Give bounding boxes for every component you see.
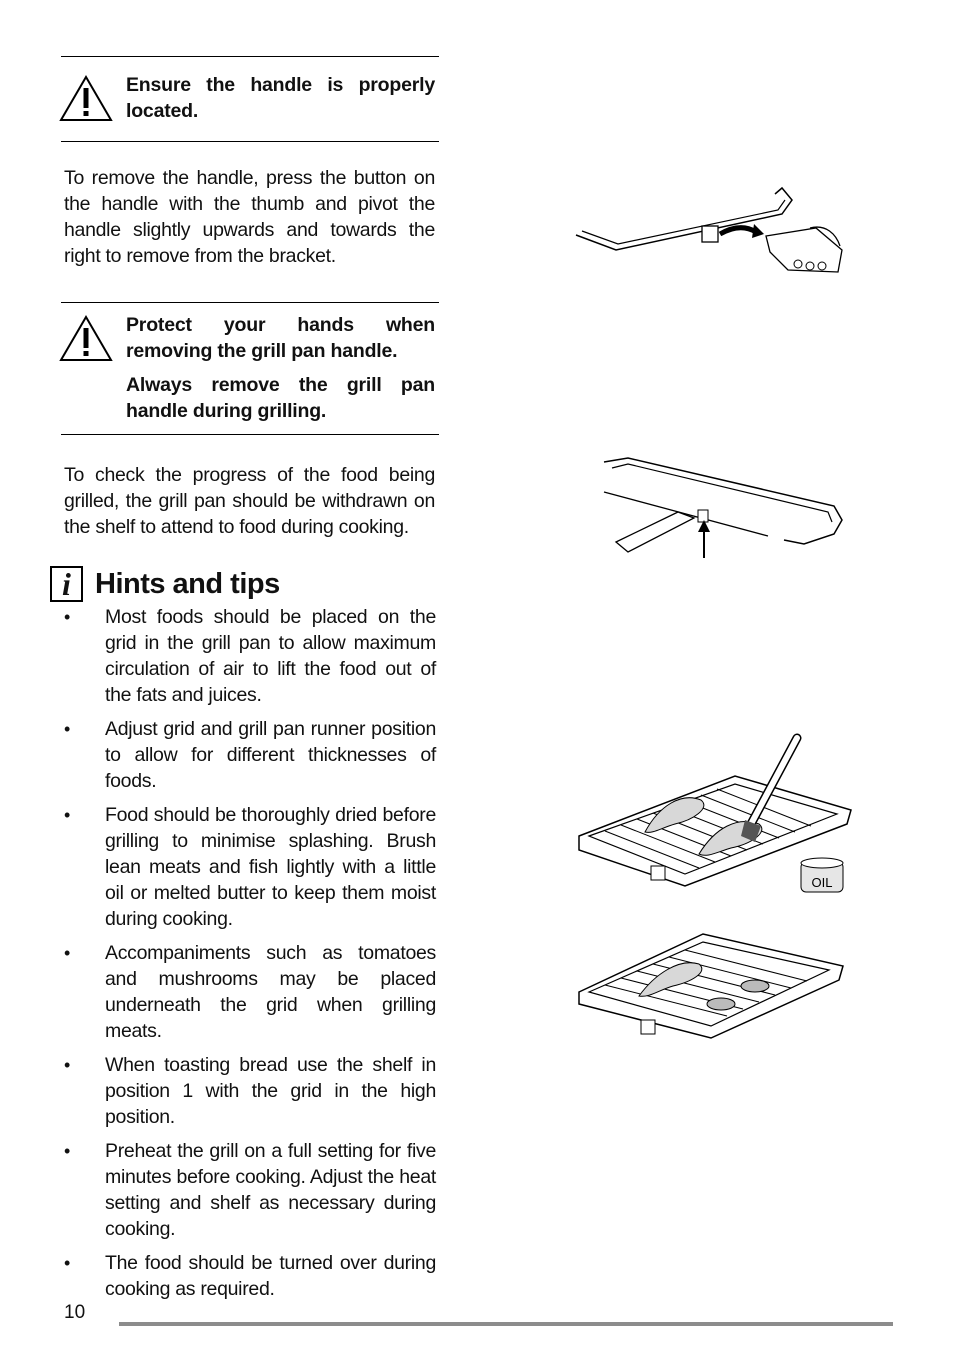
warning-triangle-icon [58,314,114,364]
list-item-text: The food should be turned over during cooking as required. [105,1252,436,1300]
list-item [64,604,436,708]
warning-2-line-2: Always remove the grill pan handle during grilling. [126,374,435,422]
grid-accompaniments-illustration [575,928,855,1043]
grill-pan-withdrawn-illustration [598,450,848,560]
warning-triangle-icon [58,74,114,124]
grid-brushing-illustration [575,728,855,898]
list-item [64,1138,436,1242]
page-number: 10 [64,1302,86,1323]
bullet: • [64,1253,71,1273]
list-item [64,1250,436,1302]
list-item-text: Accompaniments such as tomatoes and mushrooms may be placed underneath the grid when grilling meats. [105,942,436,1042]
list-item-text: Most foods should be placed on the grid in the grill pan to allow maximum circulation of air to lift the food out of the fats and juices. [105,606,436,706]
list-item-text: Adjust grid and grill pan runner position to allow for different thicknesses of foods. [105,718,436,792]
oil-label: OIL [811,875,833,890]
warning-1-text [126,72,435,132]
top-rule-1 [61,56,439,57]
bullet: • [64,1141,71,1161]
warning-1-line: Ensure the handle is properly located. [126,74,435,122]
hints-list [64,604,436,1310]
remove-handle-paragraph [64,165,435,269]
list-item [64,1052,436,1130]
check-progress-paragraph [64,462,435,540]
bullet: • [64,943,71,963]
bullet: • [64,805,71,825]
check-progress-text: To check the progress of the food being grilled, the grill pan should be withdrawn on the shelf to attend to food during cooking. [64,464,435,538]
handle-removal-illustration [570,180,850,280]
bullet: • [64,607,71,627]
warning-2-line-1: Protect your hands when removing the grill pan handle. [126,314,435,362]
info-icon [50,566,83,602]
info-icon-letter: i [62,566,71,602]
top-rule-2 [61,302,439,303]
list-item [64,716,436,794]
bullet: • [64,1055,71,1075]
list-item-text: Food should be thoroughly dried before grilling to minimise splashing. Brush lean meats and fish lightly with a little oil or melted butter to keep them moist during cooking. [105,804,436,930]
list-item-text: When toasting bread use the shelf in position 1 with the grid in the high position. [105,1054,436,1128]
list-item [64,802,436,932]
warning-2-text [126,312,435,432]
list-item-text: Preheat the grill on a full setting for five minutes before cooking. Adjust the heat setting and shelf as necessary during cooking. [105,1140,436,1240]
bullet: • [64,719,71,739]
remove-handle-text: To remove the handle, press the button on the handle with the thumb and pivot the handle slightly upwards and towards the right to remove from the bracket. [64,167,435,267]
hints-heading [50,563,280,605]
bottom-rule-2 [61,434,439,435]
hints-title: Hints and tips [95,567,280,600]
list-item [64,940,436,1044]
bottom-rule-1 [61,141,439,142]
footer-rule [119,1322,893,1326]
